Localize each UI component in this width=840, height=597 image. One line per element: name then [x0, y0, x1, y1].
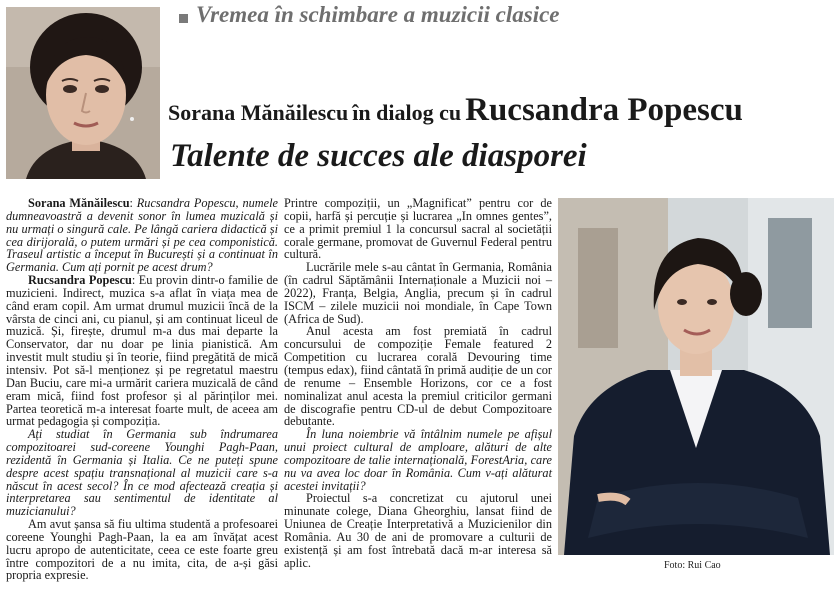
- question-text: Rucsandra Popescu, numele dumneavoastră a devenit sonor în lumea muzicală și nu urmați o singură cale. Pe lângă cariera didactică și cea dirijorală, o putem urmări și pe cea componistică. Traseul artistic a început în București și a continuat în Germania. Cum ați pornit pe acest drum?: [6, 196, 278, 275]
- interviewer-portrait: [6, 7, 160, 179]
- interviewee-photo: [558, 198, 834, 555]
- answer-paragraph: Am avut șansa să fiu ultima studentă a profesoarei coreene Younghi Pagh-Paan, la ea am învățat acest lucru apropo de autenticitate, ceea ce este foarte greu între compozitori de a nu imita, cita, de a-și găsi propria expresie.: [6, 517, 278, 583]
- continued-paragraph: Printre compoziții, un „Magnificat” pentru cor de copii, harfă și percuție și lucrarea „In omnes gentes”, ce a primit premiul 1 la concursul sacral al societății corale germane, promovat de Guvernul Federal pentru cultură.: [284, 196, 552, 262]
- speaker-name: Sorana Mănăilescu: [28, 196, 130, 210]
- byline-connector: în dialog cu: [352, 100, 462, 125]
- answer-text: Eu provin dintr-o familie de muzicieni. Indirect, muzica s-a aflat în viața mea de când eram copil. Am urmat drumul muzicii încă de la vârsta de cinci ani, cu pianul, și am continuat liceul de muzică. Și, firește, drumul m-a dus mai departe la Conservator, dar nu doar pe linia pianistică. Am investit mult studiu și în teorie, fiind pregătită de mică intensiv. Pot să-l menționez și pe regretatul maestru Dan Buciu, care mi-a urmărit cariera muzicală de când eram mică, fiind fost profesor și al părinților mei. Partea teoretică m-a interesat foarte mult, de aceea am urmat pedagogia și compoziția.: [6, 273, 278, 429]
- answer-paragraph: Anul acesta am fost premiată în cadrul concursului de compoziție Female featured 2 Competition cu lucrarea corală Devouring time (tempus edax), fiind cântată în primă audiție de un cor de renume – Ensemble Horizons, cor ce a fost nominalizat anul acesta la premiul criticilor germani de discografie pentru CD-ul de debut Compozitoare debutante.: [284, 324, 552, 429]
- answer-paragraph: Proiectul s-a concretizat cu ajutorul unei minunate colege, Diana Gheorghiu, lansat fiind de Uniunea de Creație Interpretativă a Muzicienilor din România. Au 30 de ani de promovare a culturii de existență și am fost întrebată dacă m-ar interesa să aplic.: [284, 491, 552, 570]
- article-title: Talente de succes ale diasporei: [170, 138, 587, 174]
- interviewee-name: Rucsandra Popescu: [465, 92, 743, 128]
- paragraph: Rucsandra Popescu: Eu provin dintr-o familie de muzicieni. Indirect, muzica s-a aflat în viața mea de când eram copil. Am urmat drumul muzicii încă de la vârsta de cinci ani, cu pianul, și am continuat liceul de muzică. Și, firește, drumul m-a dus mai departe la Conservator, dar nu doar pe linia pianistică. Am investit mult studiu și în teorie, fiind pregătită de mică intensiv. Pot să-l menționez și pe regretatul maestru Dan Buciu, care mi-a urmărit cariera muzicală de când eram mică, fiind fost profesor și al părinților mei. Partea teoretică m-a interesat foarte mult, de aceea am urmat pedagogia și compoziția.: [6, 273, 278, 429]
- section-title: Vremea în schimbare a muzicii clasice: [196, 2, 560, 27]
- photo-credit: Foto: Rui Cao: [664, 560, 721, 571]
- interviewer-name: Sorana Mănăilescu: [168, 100, 349, 125]
- article-column-middle: [284, 197, 552, 569]
- interviewer-portrait-drawing: [6, 7, 160, 179]
- paragraph: Sorana Mănăilescu: Rucsandra Popescu, numele dumneavoastră a devenit sonor în lumea muzicală și nu urmați o singură cale. Pe lângă cariera didactică și cea dirijorală, o putem urmări și pe cea componistică. Traseul artistic a început în București și a continuat în Germania. Cum ați pornit pe acest drum?: [6, 196, 278, 275]
- interviewee-photo-drawing: [558, 198, 834, 555]
- byline: [168, 92, 743, 129]
- answer-paragraph: Lucrările mele s-au cântat în Germania, România (în cadrul Săptămânii Internaționale a Muzicii noi – 2022), Franța, Belgia, Anglia, precum și în cadrul ISCM – zilele muzicii noi mondiale, în Cape Town (Africa de Sud).: [284, 260, 552, 326]
- section-bullet-icon: [179, 14, 188, 23]
- question-paragraph: Ați studiat în Germania sub îndrumarea compozitoarei sud-coreene Younghi Pagh-Paan, rezidentă în Germania și Italia. Ce ne puteți spune despre acest spațiu transnațional al muzicii care s-a născut în acest secol? În ce mod afectează creația și interpretarea sau sentimentul de identitate al muzicianului?: [6, 427, 278, 519]
- article-column-left: [6, 197, 278, 582]
- speaker-name: Rucsandra Popescu: [28, 273, 132, 288]
- question-paragraph: În luna noiembrie vă întâlnim numele pe afișul unui proiect cultural de amploare, alături de alte compozitoare de talie internațională, ForestAria, care nu va avea loc doar în România. Cum v-ați alăturat acestei invitații?: [284, 427, 552, 493]
